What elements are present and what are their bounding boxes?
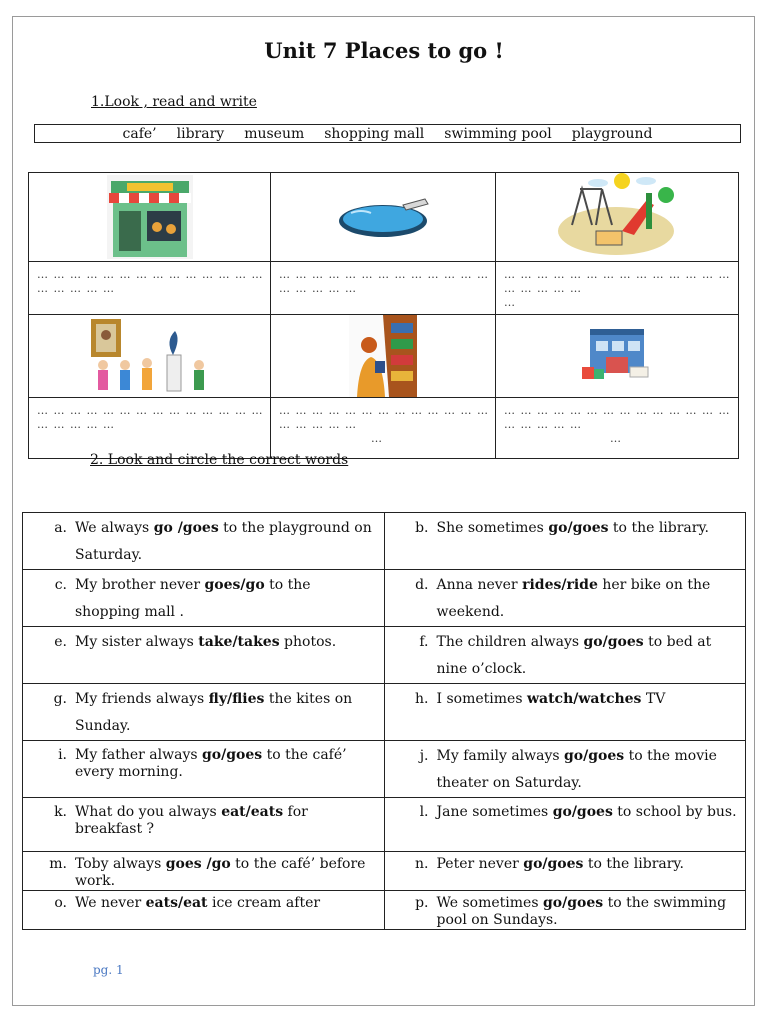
- choice-g[interactable]: fly/flies: [208, 691, 265, 707]
- answer-line-6[interactable]: [496, 398, 739, 459]
- choice-i[interactable]: go/goes: [202, 747, 263, 763]
- answer-line-5-extra: …: [371, 432, 383, 445]
- answer-line-3[interactable]: [496, 262, 739, 315]
- sentence-table: [22, 512, 746, 930]
- museum-illustration: [29, 315, 270, 397]
- sentence-i: i. My father always go/goes to the café’ every morning.: [23, 741, 385, 798]
- answer-line-5[interactable]: [271, 398, 496, 459]
- word-cafe: cafe’: [122, 125, 157, 142]
- word-museum: museum: [244, 125, 305, 142]
- word-bank: [34, 124, 741, 143]
- sentence-j: j. My family always go/goes to the movie theater on Saturday.: [384, 741, 746, 798]
- sentence-p: p. We sometimes go/goes to the swimming pool on Sundays.: [384, 891, 746, 930]
- swimming-pool-illustration: [271, 173, 495, 261]
- sentence-k: k. What do you always eat/eats for breakfast ?: [23, 798, 385, 852]
- word-playground: playground: [571, 125, 653, 142]
- section-1-heading: 1.Look , read and write: [91, 94, 257, 110]
- answer-line-3-extra: …: [504, 296, 516, 309]
- sentence-l: l. Jane sometimes go/goes to school by bus.: [384, 798, 746, 852]
- sentence-h: h. I sometimes watch/watches TV: [384, 684, 746, 741]
- choice-m[interactable]: goes /go: [165, 856, 231, 872]
- choice-o[interactable]: eats/eat: [145, 895, 208, 911]
- cell-shopping-mall: [496, 315, 739, 398]
- picture-grid: [28, 172, 739, 459]
- choice-c[interactable]: goes/go: [204, 577, 265, 593]
- shopping-mall-illustration: [496, 315, 738, 397]
- choice-l[interactable]: go/goes: [552, 804, 613, 820]
- word-shopping-mall: shopping mall: [324, 125, 425, 142]
- cell-playground: [496, 173, 739, 262]
- sentence-g: g. My friends always fly/flies the kites on Sunday.: [23, 684, 385, 741]
- page-title: Unit 7 Places to go !: [264, 38, 504, 63]
- cell-swimming-pool: [271, 173, 496, 262]
- sentence-c: c. My brother never goes/go to the shopping mall .: [23, 570, 385, 627]
- word-library: library: [176, 125, 225, 142]
- cell-library: [271, 315, 496, 398]
- section-2-heading: 2. Look and circle the correct words: [90, 452, 349, 468]
- library-illustration: [271, 315, 495, 397]
- cafe-illustration: [29, 173, 270, 261]
- cell-cafe: [29, 173, 271, 262]
- cell-museum: [29, 315, 271, 398]
- answer-line-4[interactable]: … … … … … … … … … … … … … … … … … … …: [29, 398, 271, 459]
- sentence-d: d. Anna never rides/ride her bike on the weekend.: [384, 570, 746, 627]
- sentence-m: m. Toby always goes /go to the café’ before work.: [23, 852, 385, 891]
- playground-illustration: [496, 173, 738, 261]
- sentence-b: b. She sometimes go/goes to the library.: [384, 513, 746, 570]
- sentence-f: f. The children always go/goes to bed at nine o’clock.: [384, 627, 746, 684]
- answer-line-6-text: … … … … … … … … … … … … … … … … … … …: [504, 404, 731, 431]
- answer-line-1[interactable]: … … … … … … … … … … … … … … … … … … …: [29, 262, 271, 315]
- answer-line-3-text: … … … … … … … … … … … … … … … … … … …: [504, 268, 731, 295]
- sentence-o: o. We never eats/eat ice cream after: [23, 891, 385, 930]
- choice-f[interactable]: go/goes: [583, 634, 644, 650]
- answer-line-2[interactable]: … … … … … … … … … … … … … … … … … …: [271, 262, 496, 315]
- sentence-e: e. My sister always take/takes photos.: [23, 627, 385, 684]
- answer-line-5-text: … … … … … … … … … … … … … … … … … …: [279, 404, 489, 431]
- choice-h[interactable]: watch/watches: [526, 691, 642, 707]
- choice-b[interactable]: go/goes: [548, 520, 609, 536]
- sentence-a: a. We always go /goes to the playground on Saturday.: [23, 513, 385, 570]
- answer-line-6-extra: …: [610, 432, 622, 445]
- choice-e[interactable]: take/takes: [198, 634, 280, 650]
- word-swimming-pool: swimming pool: [444, 125, 552, 142]
- choice-p[interactable]: go/goes: [542, 895, 604, 911]
- page-number: pg. 1: [93, 963, 124, 977]
- choice-k[interactable]: eat/eats: [221, 804, 284, 820]
- choice-n[interactable]: go/goes: [523, 856, 584, 872]
- sentence-n: n. Peter never go/goes to the library.: [384, 852, 746, 891]
- choice-j[interactable]: go/goes: [564, 748, 625, 764]
- choice-a[interactable]: go /goes: [153, 520, 219, 536]
- choice-d[interactable]: rides/ride: [522, 577, 598, 593]
